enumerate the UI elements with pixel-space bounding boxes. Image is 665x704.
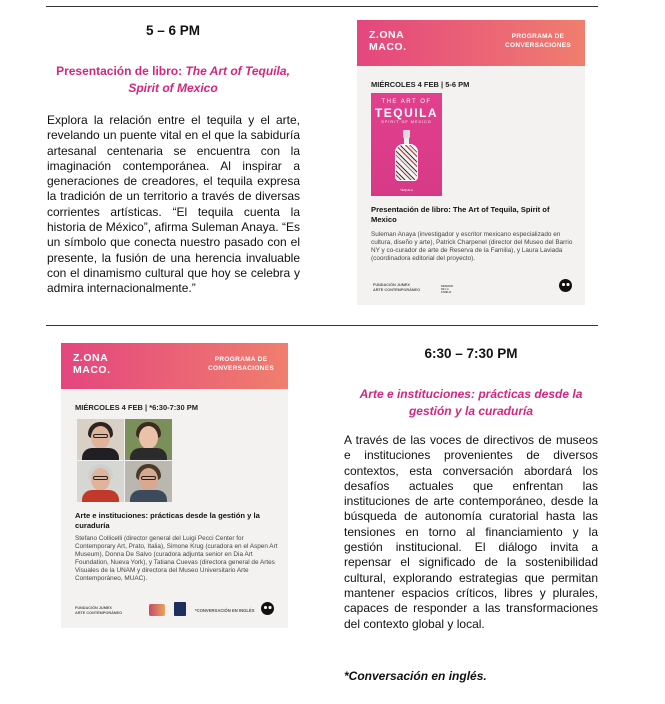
speaker-photo-3 xyxy=(77,461,124,502)
poster-participants: Stefano Collicelli (director general del Luigi Pecci Center for Contemporary Art, Prato, Italia), Simone Krug (curadora en el Aspen Art Museum), Donna De Salvo (curadora adjunta senior en Dia Art Foundation, Nueva York), y Tatiana Cuevas (directora general de Artes Visuales de la UNAM y directora del Museo Universitario Arte Contemporáneo, MUAC). xyxy=(75,535,278,583)
zona-maco-logo xyxy=(369,29,407,53)
partner-logo xyxy=(149,604,165,616)
poster-event-title: Arte e instituciones: prácticas desde la gestión y la curaduría xyxy=(75,511,260,530)
skull-icon xyxy=(559,279,572,292)
middle-divider xyxy=(46,325,598,326)
jumex-logo-line-2: ARTE CONTEMPORÁNEO xyxy=(75,610,123,615)
session1-time: 5 – 6 PM xyxy=(145,23,201,38)
speaker-photo-2 xyxy=(125,419,172,460)
session2-description: A través de las voces de directivos de museos e instituciones provenientes de diversos contextos, esta conversación abordará los desafíos actuales que enfrentan las instituciones de arte contemporáneo, desde la búsqueda de autonomía curatorial hasta las tensiones en torno al financiamiento y la gestión institucional. El diálogo invita a repensar el significado de la sostenibilidad cultural, explorando estrategias que permitan mantener espacios críticos, libres y plurales, capaces de responder a las transformaciones del contexto global y local. xyxy=(344,433,598,631)
program-line-2: CONVERSACIONES xyxy=(505,42,571,49)
brand-line-1: Z.ONA xyxy=(73,352,109,364)
poster-date: MIÉRCOLES 4 FEB | 5-6 PM xyxy=(371,80,470,89)
poster-participants: Suleman Anaya (investigador y escritor mexicano especializado en cultura, diseño y arte), Patrick Charpenel (director del Museo del Barrio NY y co-curador de arte de Reserva de la Familia), y Laura Laviada (coordinadora editorial del proyecto). xyxy=(371,231,573,263)
brand-line-2: MACO. xyxy=(73,364,111,376)
session2-title xyxy=(344,386,598,420)
session1-description: Explora la relación entre el tequila y el arte, revelando un puente vital en el que la sabiduría artesanal centenaria se encuentra con la imaginación contemporánea. Al inspirar a generaciones de creadores, el tequila expresa la tradición de un territorio a través de diversas corrientes artísticas. “El tequila cuenta la historia de México”, afirma Suleman Anaya. “Es un símbolo que conecta nuestro pasado con el presente, la fusión de una herencia invaluable con el dinamismo cultural que hoy se celebra y admira internacionalmente.” xyxy=(47,113,300,296)
unam-logo xyxy=(174,602,186,616)
poster-date: MIÉRCOLES 4 FEB | *6:30-7:30 PM xyxy=(75,403,198,412)
poster-header xyxy=(357,20,585,66)
program-label xyxy=(208,355,274,373)
book-footer-text: TEQUILA xyxy=(400,188,413,192)
speaker-photo-1 xyxy=(77,419,124,460)
session1-title xyxy=(46,63,300,97)
poster-header xyxy=(61,343,288,389)
brand-line-1: Z.ONA xyxy=(369,29,405,41)
session2-title-line-1: Arte e instituciones: prácticas desde la xyxy=(359,387,583,401)
poster-footer-note: *CONVERSACIÓN EN INGLÉS xyxy=(195,608,255,613)
reserva-familia-logo: RESERVA DE LA FAMILIA xyxy=(441,285,454,294)
zona-maco-logo xyxy=(73,352,111,376)
book-title-line-3: SPIRIT OF MEXICO xyxy=(381,120,432,124)
jumex-logo-line-1: FUNDACIÓN JUMEX xyxy=(75,606,112,610)
program-label xyxy=(505,32,571,50)
program-line-2: CONVERSACIONES xyxy=(208,365,274,372)
fundacion-jumex-logo xyxy=(373,283,420,292)
session1-poster xyxy=(357,20,585,305)
program-line-1: PROGRAMA DE xyxy=(214,356,268,363)
session2-time: 6:30 – 7:30 PM xyxy=(424,346,518,361)
brand-line-2: MACO. xyxy=(369,41,407,53)
session2-title-line-2: gestión y la curaduría xyxy=(408,404,534,418)
session1-title-italic-2: Spirit of Mexico xyxy=(128,81,218,95)
book-cover-image xyxy=(371,93,442,196)
poster-event-title: Presentación de libro: The Art of Tequila, Spirit of Mexico xyxy=(371,205,550,224)
session1-title-italic-1: The Art of Tequila, xyxy=(185,64,290,78)
speaker-photo-4 xyxy=(125,461,172,502)
jumex-logo-line-1: FUNDACIÓN JUMEX xyxy=(373,283,410,287)
book-title-line-1: THE ART OF xyxy=(381,99,432,105)
fundacion-jumex-logo xyxy=(75,606,122,615)
session1-title-prefix: Presentación de libro: xyxy=(56,64,186,78)
session2-language-note: *Conversación en inglés. xyxy=(344,669,487,683)
jumex-logo-line-2: ARTE CONTEMPORÁNEO xyxy=(373,287,421,292)
program-line-1: PROGRAMA DE xyxy=(511,33,565,40)
skull-icon xyxy=(261,602,274,615)
tequila-bottle-illustration xyxy=(395,130,418,181)
top-divider xyxy=(46,6,598,7)
session2-poster xyxy=(61,343,288,628)
book-title-line-2: TEQUILA xyxy=(374,106,439,120)
